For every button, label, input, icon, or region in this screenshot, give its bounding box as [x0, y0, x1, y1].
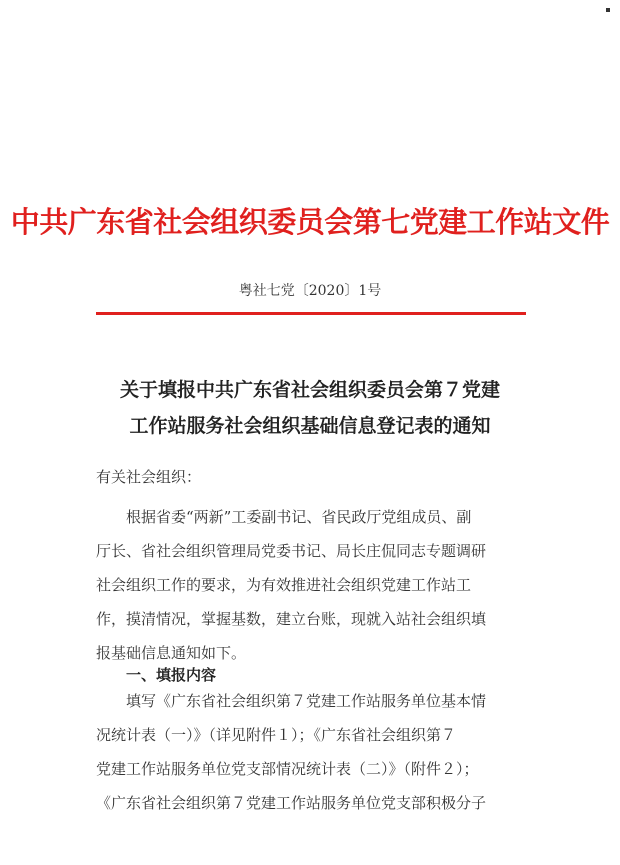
- notice-title-line-2: 工作站服务社会组织基础信息登记表的通知: [129, 415, 491, 437]
- paragraph-1-line: 作，摸清情况，掌握基数，建立台账，现就入站社会组织填: [96, 610, 487, 628]
- paragraph-1-line: 根据省委“两新”工委副书记、省民政厅党组成员、副: [126, 508, 472, 526]
- salutation: 有关社会组织：: [96, 468, 202, 486]
- scan-mark: [606, 8, 610, 12]
- document-header-title: 中共广东省社会组织委员会第七党建工作站文件: [10, 205, 610, 239]
- paragraph-1-line: 社会组织工作的要求，为有效推进社会组织党建工作站工: [96, 576, 472, 594]
- notice-title: [0, 372, 620, 444]
- notice-title-line-1: 关于填报中共广东省社会组织委员会第７党建: [119, 379, 500, 401]
- section-1-heading: 一、填报内容: [126, 666, 217, 684]
- paragraph-1: [96, 500, 536, 670]
- paragraph-2-line: 况统计表（一）》（详见附件１）；《广东省社会组织第７: [96, 726, 457, 744]
- paragraph-2-line: 填写《广东省社会组织第７党建工作站服务单位基本情: [126, 692, 487, 710]
- red-divider-line: [96, 312, 526, 315]
- paragraph-2-line: 党建工作站服务单位党支部情况统计表（二）》（附件２）；: [96, 760, 479, 778]
- paragraph-1-line: 报基础信息通知如下。: [96, 644, 247, 662]
- paragraph-1-line: 厅长、省社会组织管理局党委书记、局长庄侃同志专题调研: [96, 542, 487, 560]
- paragraph-2-line: 《广东省社会组织第７党建工作站服务单位党支部积极分子: [96, 794, 487, 812]
- document-number: 粤社七党〔2020〕1号: [238, 283, 382, 299]
- paragraph-2: [96, 684, 536, 820]
